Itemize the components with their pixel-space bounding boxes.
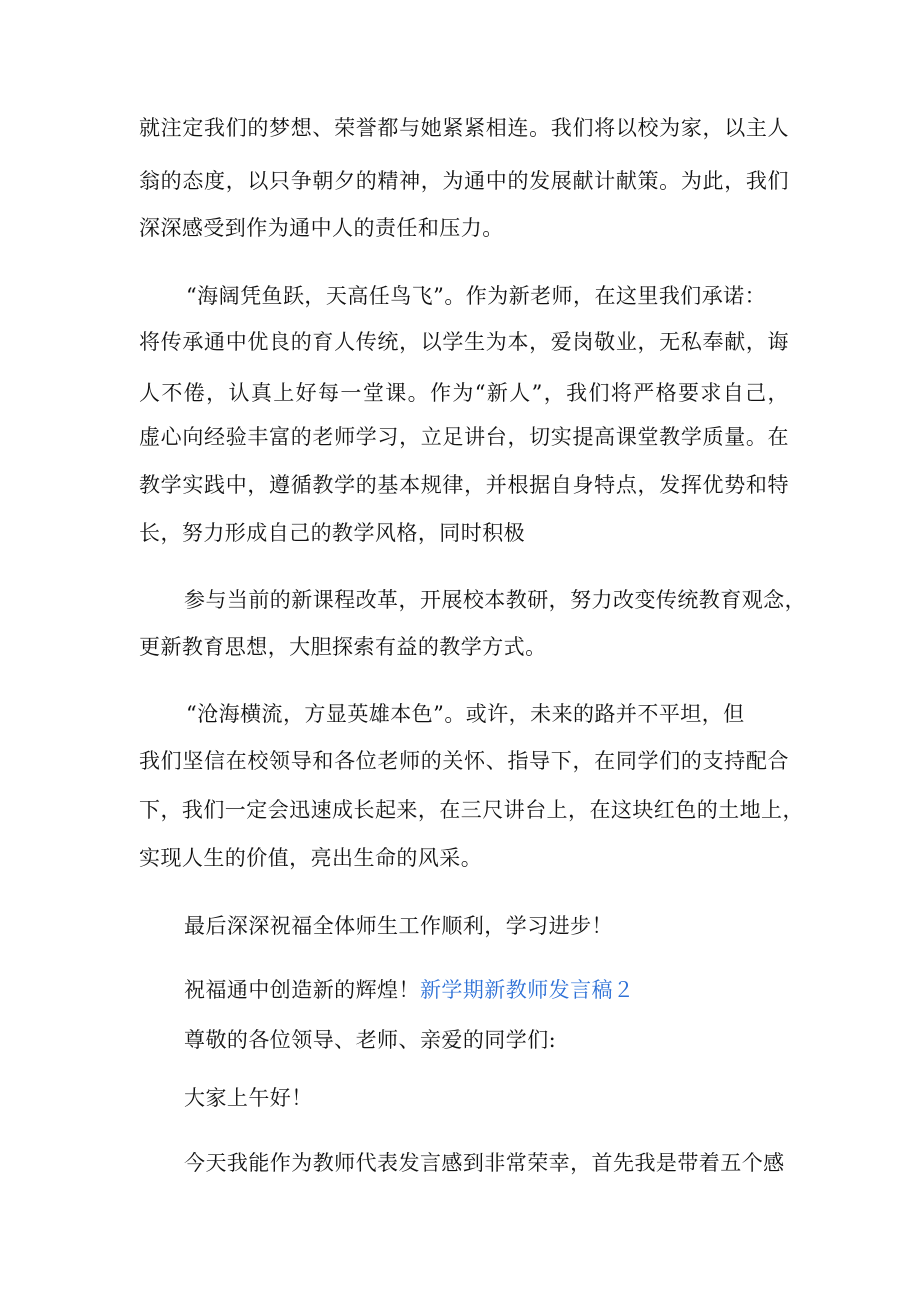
paragraph-4-line-4: 实现人生的价值，亮出生命的风采。: [139, 846, 483, 870]
paragraph-3-line-1: 参与当前的新课程改革，开展校本教研，努力改变传统教育观念，: [184, 588, 807, 612]
paragraph-1-line-1: 就注定我们的梦想、荣誉都与她紧紧相连。我们将以校为家，以主人: [139, 116, 789, 140]
closing-and-heading-line: [184, 975, 789, 1005]
paragraph-2-line-3: 人不倦，认真上好每一堂课。作为“新人”，我们将严格要求自己，: [139, 381, 789, 405]
paragraph-4-line-2: 我们坚信在校领导和各位老师的关怀、指导下，在同学们的支持配合: [139, 749, 789, 773]
greeting-line: 尊敬的各位领导、老师、亲爱的同学们:: [184, 1028, 557, 1052]
closing-celebration: 祝福通中创造新的辉煌！: [184, 978, 420, 1002]
paragraph-4-line-1: “沧海横流，方显英雄本色”。或许，未来的路并不平坦，但: [186, 702, 745, 726]
section-heading: 新学期新教师发言稿２: [419, 978, 635, 1002]
speech-opening-line: 今天我能作为教师代表发言感到非常荣幸，首先我是带着五个感: [184, 1151, 785, 1175]
closing-wish: 最后深深祝福全体师生工作顺利，学习进步！: [184, 914, 613, 938]
paragraph-3-line-2: 更新教育思想，大胆探索有益的教学方式。: [139, 635, 547, 659]
paragraph-1-line-3: 深深感受到作为通中人的责任和压力。: [139, 216, 504, 240]
paragraph-4-line-3: 下，我们一定会迅速成长起来，在三尺讲台上，在这块红色的土地上，: [139, 798, 804, 822]
hello-line: 大家上午好！: [184, 1086, 313, 1110]
paragraph-2-line-2: 将传承通中优良的育人传统，以学生为本，爱岗敬业，无私奉献，诲: [139, 330, 789, 354]
paragraph-1-line-2: 翁的态度，以只争朝夕的精神，为通中的发展献计献策。为此，我们: [139, 169, 789, 193]
paragraph-2-line-5: 教学实践中，遵循教学的基本规律，并根据自身特点，发挥优势和特: [139, 473, 789, 497]
paragraph-2-line-4: 虚心向经验丰富的老师学习，立足讲台，切实提高课堂教学质量。在: [139, 425, 789, 449]
paragraph-2-line-6: 长，努力形成自己的教学风格，同时积极: [139, 521, 526, 545]
paragraph-2-line-1: “海阔凭鱼跃，天高任鸟飞”。作为新老师，在这里我们承诺：: [186, 284, 767, 308]
